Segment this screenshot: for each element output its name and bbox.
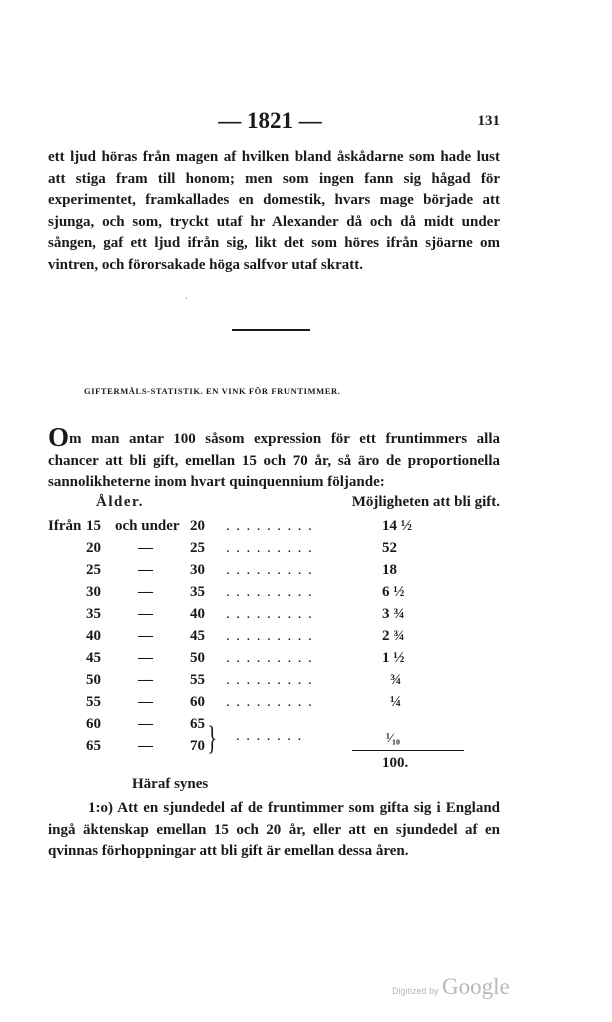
- row-dots: .........: [226, 518, 319, 534]
- drop-cap: O: [48, 422, 70, 452]
- watermark-digitized: Digitized by: [392, 986, 439, 996]
- running-title: — 1821 —: [218, 108, 322, 133]
- row-age-to: 70: [190, 738, 205, 754]
- column-age: Ålder.: [96, 494, 145, 510]
- column-chance: Möjligheten att bli gift.: [351, 494, 500, 510]
- merged-row: [0, 719, 612, 759]
- row-dots: .......: [236, 728, 308, 744]
- table-row: [0, 669, 612, 691]
- page-number: 131: [477, 113, 500, 129]
- row-age-to: 40: [190, 606, 205, 622]
- row-age-to: 50: [190, 650, 205, 666]
- row-connector: —: [138, 584, 153, 600]
- row-age-to: 25: [190, 540, 205, 556]
- row-value: ¼: [390, 694, 402, 710]
- continued-paragraph: ett ljud höras från magen af hvilken bland åskådarne som hade lust att stiga fram till honom; men som ingen fann sig hågad för experimentet, framkallades en domestik, hvars mage började att sjunga, och som, tryckt utaf hr Alexander då och då midt under sången, gaf ett ljud ifrån sig, likt det som höres ifrån sjöarne om vintren, och förorsakade höga salfvor utaf skratt.: [48, 149, 500, 273]
- row-prefix: Ifrån: [48, 518, 82, 534]
- table-header: [0, 494, 612, 516]
- row-value: 52: [382, 540, 397, 556]
- table-row: [0, 647, 612, 669]
- haraf-line: Häraf synes: [132, 776, 209, 792]
- row-dots: .........: [226, 694, 319, 710]
- row-age-from: 55: [86, 694, 101, 710]
- row-age-to: 60: [190, 694, 205, 710]
- table-row: [0, 603, 612, 625]
- row-age-from: 50: [86, 672, 101, 688]
- running-head: [0, 108, 612, 138]
- row-connector: —: [138, 540, 153, 556]
- google-watermark: [392, 974, 532, 1004]
- intro-paragraph: [48, 422, 500, 494]
- row-dots: .........: [226, 606, 319, 622]
- table-row: [0, 625, 612, 647]
- row-value: 1 ½: [382, 650, 405, 666]
- row-connector: —: [138, 738, 153, 754]
- row-connector: —: [138, 694, 153, 710]
- row-value: 3 ¾: [382, 606, 405, 622]
- row-age-from: 20: [86, 540, 101, 556]
- row-age-from: 35: [86, 606, 101, 622]
- row-age-to: 20: [190, 518, 205, 534]
- table-row: [0, 537, 612, 559]
- row-age-from: 60: [86, 716, 101, 732]
- row-age-from: 65: [86, 738, 101, 754]
- row-value: 2 ¾: [382, 628, 405, 644]
- row-value: ¹⁄₁₀: [386, 730, 400, 745]
- table-row: [0, 581, 612, 603]
- row-age-from: 45: [86, 650, 101, 666]
- row-age-from: 15: [86, 518, 101, 534]
- row-dots: .........: [226, 628, 319, 644]
- sum-rule: [352, 750, 464, 751]
- table-row: [0, 515, 612, 537]
- section-heading: GIFTERMÅLS-STATISTIK. EN VINK FÖR FRUNTIMMER.: [84, 386, 341, 396]
- table-row: [0, 691, 612, 713]
- stray-mark: ˏ: [185, 290, 188, 300]
- table-sum: 100.: [382, 755, 409, 771]
- row-age-to: 65: [190, 716, 205, 732]
- row-age-from: 40: [86, 628, 101, 644]
- point-paragraph: 1:o) Att en sjundedel af de fruntimmer som gifta sig i England ingå äktenskap emellan 15 och 20 år, eller att en sjundedel af en qvinnas förhoppningar att bli gift är emellan dessa åren.: [48, 800, 500, 859]
- row-dots: .........: [226, 650, 319, 666]
- intro-text: m man antar 100 såsom expression för ett fruntimmers alla chancer att bli gift, emellan 15 och 70 år, så äro de proportionella sannolikheterne inom hvart quinquennium följande:: [48, 431, 500, 490]
- row-value: ¾: [390, 672, 402, 688]
- row-connector: —: [138, 562, 153, 578]
- row-connector: —: [138, 650, 153, 666]
- row-age-to: 45: [190, 628, 205, 644]
- row-value: 18: [382, 562, 397, 578]
- row-age-to: 35: [190, 584, 205, 600]
- row-dots: .........: [226, 562, 319, 578]
- table-row: [0, 559, 612, 581]
- google-logo: Google: [442, 974, 510, 999]
- row-value: 6 ½: [382, 584, 405, 600]
- row-brace: }: [207, 720, 218, 757]
- row-connector: —: [138, 606, 153, 622]
- row-dots: .........: [226, 540, 319, 556]
- row-dots: .........: [226, 584, 319, 600]
- row-age-to: 30: [190, 562, 205, 578]
- row-value: 14 ½: [382, 518, 412, 534]
- row-age-from: 30: [86, 584, 101, 600]
- row-connector: —: [138, 628, 153, 644]
- row-age-from: 25: [86, 562, 101, 578]
- row-connector: och under: [115, 518, 180, 534]
- section-divider: [232, 329, 310, 331]
- row-age-to: 55: [190, 672, 205, 688]
- row-connector: —: [138, 716, 153, 732]
- row-connector: —: [138, 672, 153, 688]
- row-dots: .........: [226, 672, 319, 688]
